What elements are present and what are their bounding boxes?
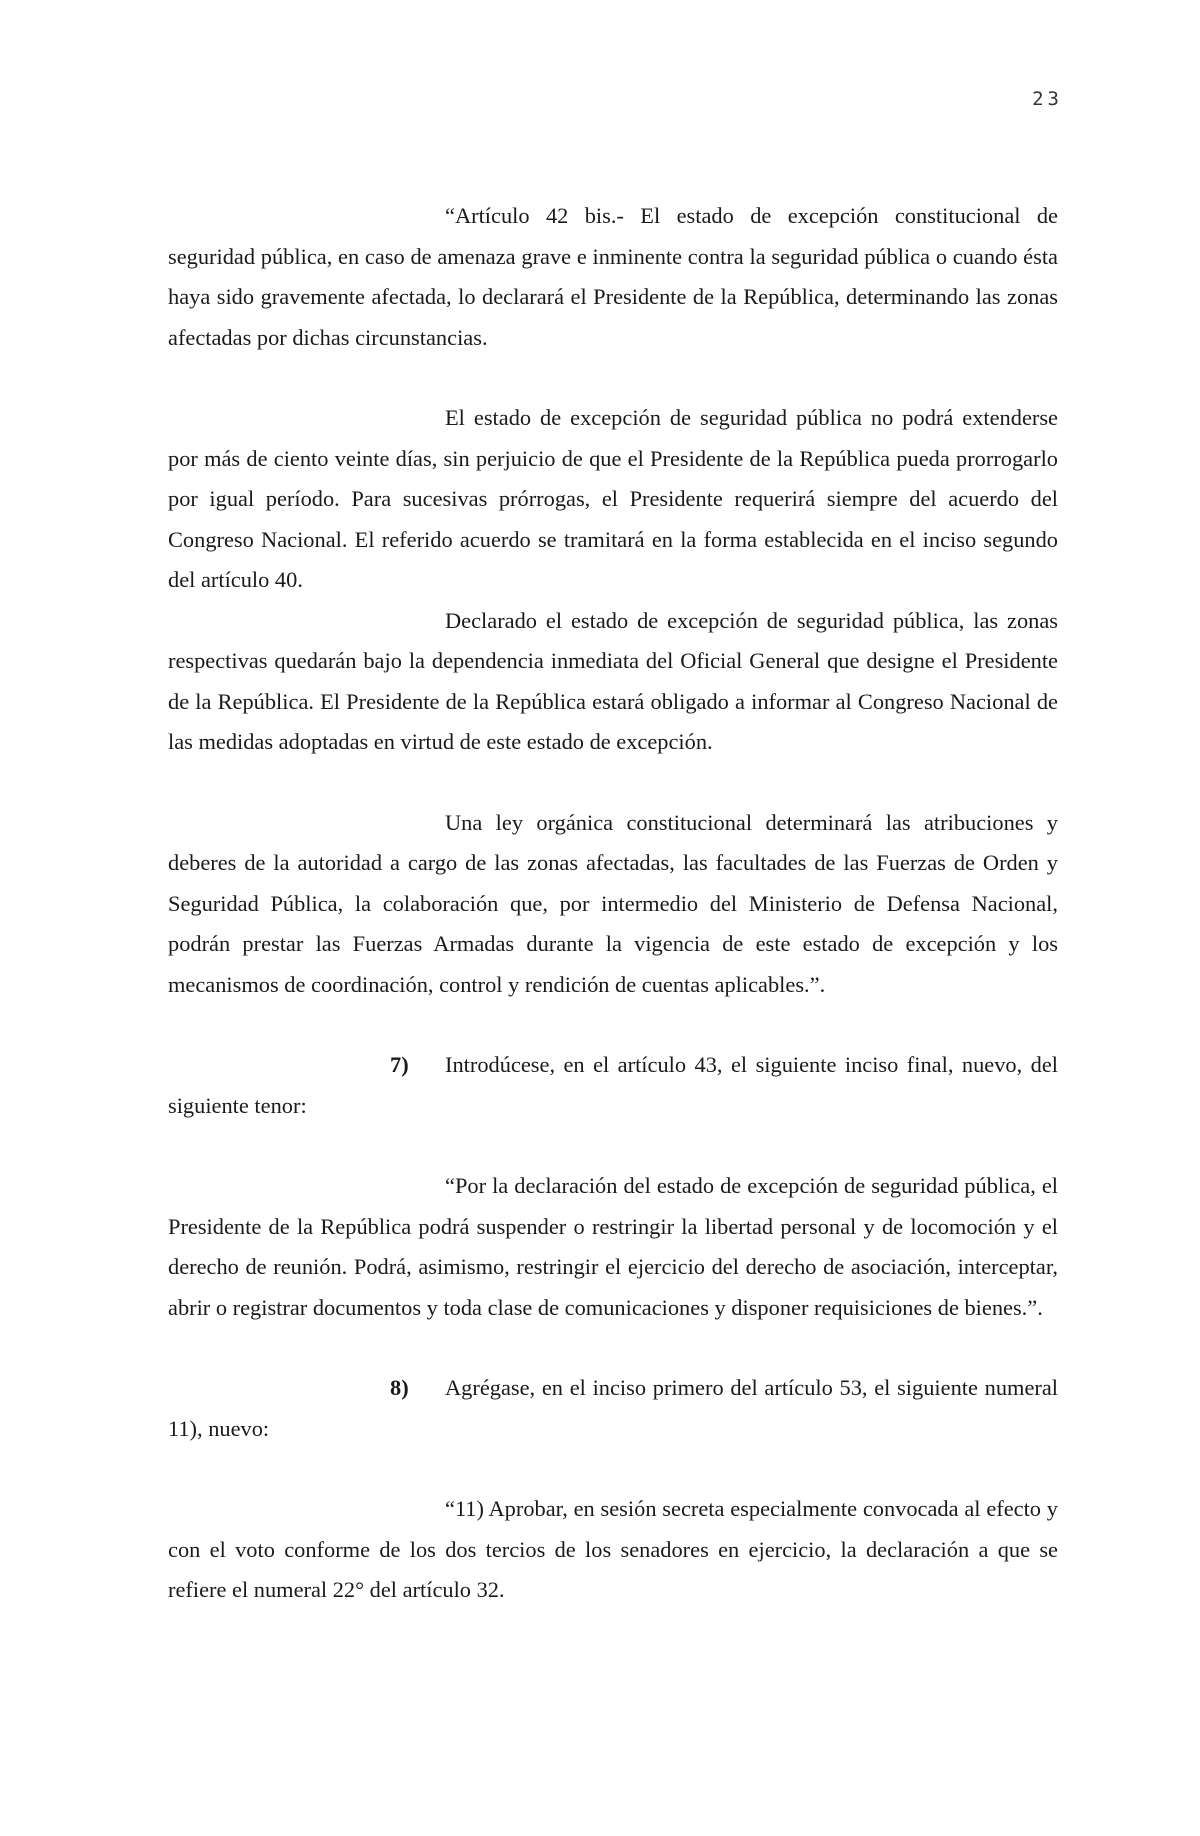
document-body xyxy=(168,196,1058,1611)
paragraph-numeral-11: “11) Aprobar, en sesión secreta especialmente convocada al efecto y con el voto conforme de los dos tercios de los senadores en ejercicio, la declaración a que se refiere el numeral 22° del artículo 32. xyxy=(168,1496,1058,1602)
item-8 xyxy=(168,1368,1058,1449)
item-7-number: 7) xyxy=(390,1052,409,1077)
item-7-text: Introdúcese, en el artículo 43, el siguiente inciso final, nuevo, del siguiente tenor: xyxy=(168,1052,1058,1118)
paragraph-article-43-inciso: “Por la declaración del estado de excepción de seguridad pública, el Presidente de la República podrá suspender o restringir la libertad personal y de locomoción y el derecho de reunión. Podrá, asimismo, restringir el ejercicio del derecho de asociación, interceptar, abrir o registrar documentos y toda clase de comunicaciones y disponer requisiciones de bienes.”. xyxy=(168,1173,1058,1320)
paragraph-organic-law: Una ley orgánica constitucional determinará las atribuciones y deberes de la autoridad a cargo de las zonas afectadas, las facultades de las Fuerzas de Orden y Seguridad Pública, la colaboración que, por intermedio del Ministerio de Defensa Nacional, podrán prestar las Fuerzas Armadas durante la vigencia de este estado de excepción y los mecanismos de coordinación, control y rendición de cuentas aplicables.”. xyxy=(168,809,1058,997)
item-7 xyxy=(168,1045,1058,1126)
item-8-text: Agrégase, en el inciso primero del artículo 53, el siguiente numeral 11), nuevo: xyxy=(168,1375,1058,1441)
item-8-number: 8) xyxy=(390,1375,409,1400)
paragraph-article-42-bis: “Artículo 42 bis.- El estado de excepción constitucional de seguridad pública, en caso de amenaza grave e inminente contra la seguridad pública o cuando ésta haya sido gravemente afectada, lo declarará el Presidente de la República, determinando las zonas afectadas por dichas circunstancias. xyxy=(168,203,1058,350)
paragraph-declared-zones: Declarado el estado de excepción de seguridad pública, las zonas respectivas quedarán bajo la dependencia inmediata del Oficial General que designe el Presidente de la República. El Presidente de la República estará obligado a informar al Congreso Nacional de las medidas adoptadas en virtud de este estado de excepción. xyxy=(168,607,1058,754)
paragraph-duration: El estado de excepción de seguridad pública no podrá extenderse por más de ciento veinte días, sin perjuicio de que el Presidente de la República pueda prorrogarlo por igual período. Para sucesivas prórrogas, el Presidente requerirá siempre del acuerdo del Congreso Nacional. El referido acuerdo se tramitará en la forma establecida en el inciso segundo del artículo 40. xyxy=(168,405,1058,592)
page-number: 23 xyxy=(1032,88,1063,110)
